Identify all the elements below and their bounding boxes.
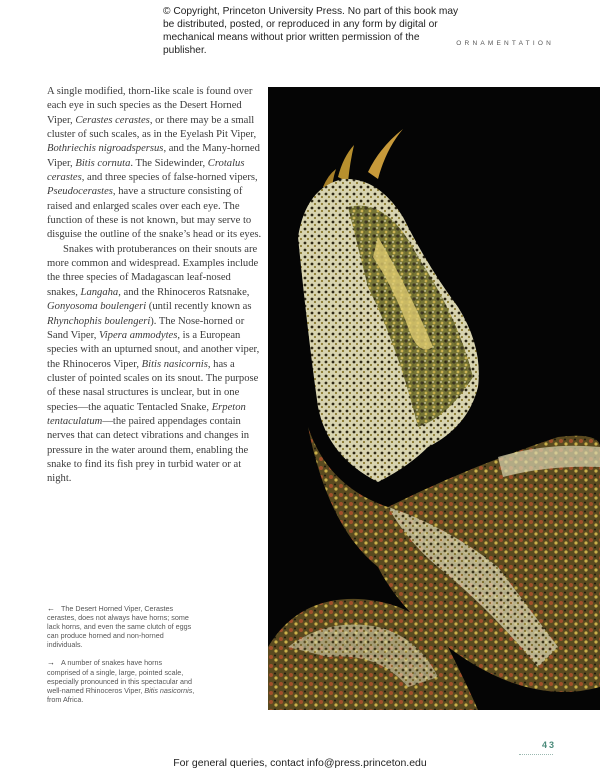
rhinoceros-viper-photo <box>268 87 600 710</box>
caption-text: The Desert Horned Viper, Cerastes cerastes, does not always have horns; some lack horns, and even the same clutch of eggs can produce horned and non-horned individuals. <box>47 604 192 650</box>
snake-illustration <box>268 87 600 710</box>
caption-text: A number of snakes have horns comprised of a single, large, pointed scale, especially pronounced in this spectacular and well-named Rhinoceros Viper, Bitis nasicornis, from Africa. <box>47 658 195 704</box>
footer-contact: For general queries, contact info@press.princeton.edu <box>173 757 427 769</box>
caption-desert-horned-viper <box>47 604 197 649</box>
body-paragraph: Snakes with protuberances on their snouts are more common and widespread. Examples include the three species of Madagascan leaf-nosed snakes, Langaha, and the Rhinoceros Ratsnake, Gonyosoma boulengeri (until recently known as Rhynchophis boulengeri). The Nose-horned or Sand Viper, Vipera ammodytes, is a European species with an upturned snout, and another viper, the Rhinoceros Viper, Bitis nasicornis, has a cluster of pointed scales on its snout. The purpose of these nasal structures is unclear, but in one species—the aquatic Tentacled Snake, Erpeton tentaculatum—the paired appendages contain nerves that can detect vibrations and changes in pressure in the water around them, enabling the snake to find its fish prey in turbid water or at night. <box>47 243 260 485</box>
arrow-right-icon: → <box>47 658 55 668</box>
running-head: ORNAMENTATION <box>456 40 554 47</box>
copyright-notice: © Copyright, Princeton University Press. No part of this book may be distributed, posted, or reproduced in any form by digital or mechanical means without prior written permission of the publisher. <box>163 6 459 56</box>
caption-rhinoceros-viper <box>47 658 197 703</box>
photo-captions <box>47 604 197 713</box>
page-number-rule <box>519 754 553 755</box>
body-text <box>47 85 262 487</box>
page-number: 43 <box>541 740 556 750</box>
body-paragraph: A single modified, thorn-like scale is found over each eye in such species as the Desert Horned Viper, Cerastes cerastes, or there may be a small cluster of such scales, as in the Eyelash Pit Viper, Bothriechis nigroadspersus, and the Many-horned Viper, Bitis cornuta. The Sidewinder, Crotalus cerastes, and three species of false-horned vipers, Pseudocerastes, have a structure consisting of raised and enlarged scales over each eye. The function of these is not known, but may serve to disguise the outline of the snake’s head or its eyes. <box>47 86 262 241</box>
arrow-left-icon: ← <box>47 604 55 613</box>
